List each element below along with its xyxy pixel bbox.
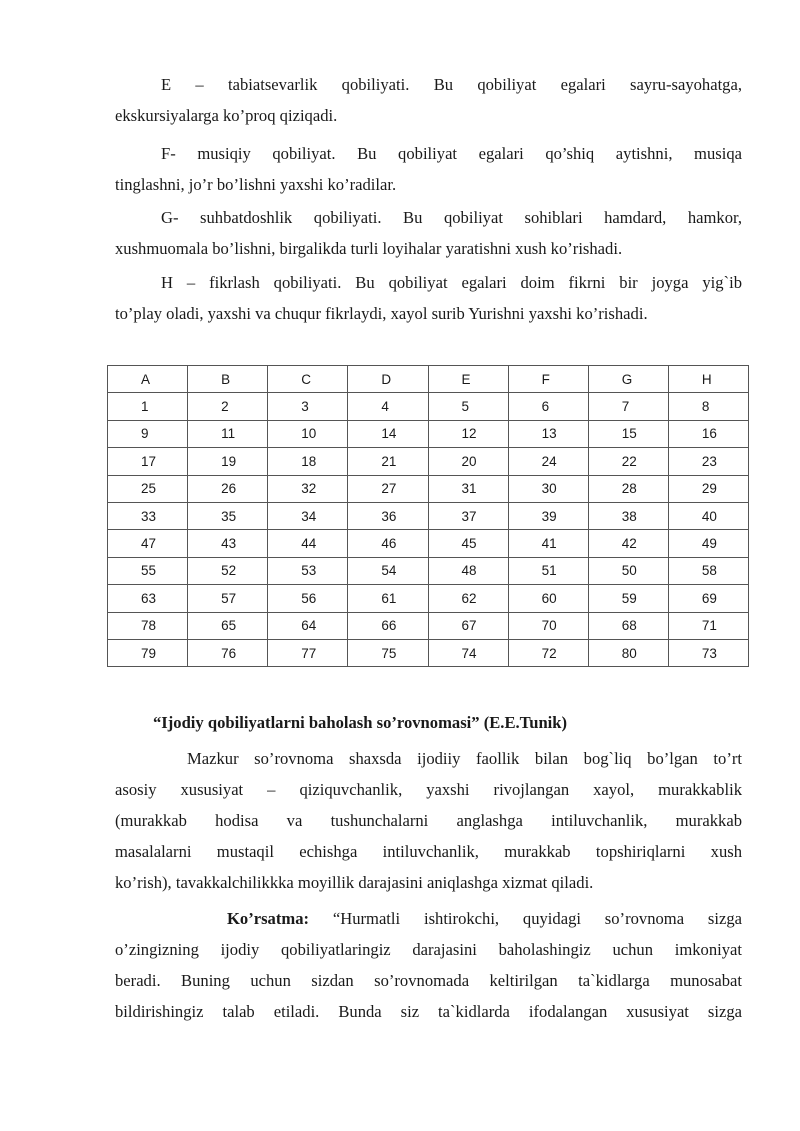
instruction-first-line: “Hurmatli ishtirokchi, quyidagi so’rovnoma sizga: [332, 909, 742, 928]
table-cell: 22: [588, 448, 668, 475]
table-cell: 64: [268, 612, 348, 639]
table-row: [108, 502, 749, 529]
table-row: [108, 420, 749, 447]
table-cell: 79: [108, 639, 188, 666]
instruction-paragraph: [115, 903, 742, 1027]
table-cell: 18: [268, 448, 348, 475]
table-cell: 39: [508, 502, 588, 529]
table-cell: 37: [428, 502, 508, 529]
table-header-cell: E: [428, 366, 508, 393]
paragraph-f: [115, 138, 742, 200]
table-cell: 44: [268, 530, 348, 557]
table-cell: 15: [588, 420, 668, 447]
table-cell: 68: [588, 612, 668, 639]
table-cell: 51: [508, 557, 588, 584]
table-cell: 47: [108, 530, 188, 557]
table-cell: 7: [588, 393, 668, 420]
paragraph-e-line-1: E – tabiatsevarlik qobiliyati. Bu qobiliyat egalari sayru-sayohatga,: [161, 75, 742, 94]
table-cell: 45: [428, 530, 508, 557]
paragraph-e: [115, 69, 742, 131]
table-cell: 53: [268, 557, 348, 584]
table-row: [108, 448, 749, 475]
table-cell: 69: [668, 585, 748, 612]
table-cell: 3: [268, 393, 348, 420]
table-cell: 52: [188, 557, 268, 584]
section-title: “Ijodiy qobiliyatlarni baholash so’rovnomasi” (E.E.Tunik): [153, 713, 568, 732]
instruction-line-2: o’zingizning ijodiy qobiliyatlaringiz darajasini baholashingiz uchun imkoniyat: [115, 940, 742, 959]
table-header-cell: C: [268, 366, 348, 393]
paragraph-f-line-1: F- musiqiy qobiliyat. Bu qobiliyat egalari qo’shiq aytishni, musiqa: [161, 144, 742, 163]
table-cell: 74: [428, 639, 508, 666]
description-line-4: masalalarni mustaqil echishga intiluvchanlik, murakkab topshiriqlarni xush: [115, 842, 742, 861]
table-cell: 26: [188, 475, 268, 502]
table-cell: 29: [668, 475, 748, 502]
table-cell: 31: [428, 475, 508, 502]
paragraph-g-line-1: G- suhbatdoshlik qobiliyati. Bu qobiliyat sohiblari hamdard, hamkor,: [161, 208, 742, 227]
table-header-cell: H: [668, 366, 748, 393]
table-cell: 59: [588, 585, 668, 612]
table-cell: 30: [508, 475, 588, 502]
table-cell: 38: [588, 502, 668, 529]
table-cell: 23: [668, 448, 748, 475]
table-cell: 33: [108, 502, 188, 529]
table-cell: 54: [348, 557, 428, 584]
description-line-2: asosiy xususiyat – qiziquvchanlik, yaxshi rivojlangan xayol, murakkablik: [115, 780, 742, 799]
table-cell: 40: [668, 502, 748, 529]
table-cell: 58: [668, 557, 748, 584]
paragraph-f-line-2: tinglashni, jo’r bo’lishni yaxshi ko’radilar.: [115, 175, 397, 194]
table-cell: 50: [588, 557, 668, 584]
table-cell: 5: [428, 393, 508, 420]
table-row: [108, 585, 749, 612]
paragraph-h-line-1: H – fikrlash qobiliyati. Bu qobiliyat egalari doim fikrni bir joyga yig`ib: [161, 273, 742, 292]
table-cell: 76: [188, 639, 268, 666]
instruction-line-1: [115, 903, 742, 934]
score-table: [107, 365, 749, 667]
description-line-3: (murakkab hodisa va tushunchalarni anglashga intiluvchanlik, murakkab: [115, 811, 742, 830]
table-cell: 80: [588, 639, 668, 666]
table-cell: 67: [428, 612, 508, 639]
table-row: [108, 557, 749, 584]
instruction-line-3: beradi. Buning uchun sizdan so’rovnomada keltirilgan ta`kidlarga munosabat: [115, 971, 742, 990]
table-cell: 41: [508, 530, 588, 557]
table-cell: 19: [188, 448, 268, 475]
table-header-row: [108, 366, 749, 393]
description-paragraph: [115, 743, 742, 898]
paragraph-e-line-2: ekskursiyalarga ko’proq qiziqadi.: [115, 106, 338, 125]
table-cell: 60: [508, 585, 588, 612]
table-cell: 73: [668, 639, 748, 666]
paragraph-g-line-2: xushmuomala bo’lishni, birgalikda turli loyihalar yaratishni xush ko’rishadi.: [115, 239, 623, 258]
table-row: [108, 530, 749, 557]
table-row: [108, 393, 749, 420]
table-cell: 11: [188, 420, 268, 447]
table-cell: 72: [508, 639, 588, 666]
table-cell: 12: [428, 420, 508, 447]
table-cell: 17: [108, 448, 188, 475]
table-cell: 48: [428, 557, 508, 584]
table-cell: 24: [508, 448, 588, 475]
table-header-cell: A: [108, 366, 188, 393]
score-table-body: [108, 366, 749, 667]
table-cell: 28: [588, 475, 668, 502]
table-cell: 61: [348, 585, 428, 612]
table-cell: 34: [268, 502, 348, 529]
table-row: [108, 475, 749, 502]
paragraph-g: [115, 202, 742, 264]
table-cell: 21: [348, 448, 428, 475]
table-cell: 77: [268, 639, 348, 666]
table-row: [108, 612, 749, 639]
description-line-1: Mazkur so’rovnoma shaxsda ijodiiy faollik bilan bog`liq bo’lgan to’rt: [187, 749, 742, 768]
table-cell: 55: [108, 557, 188, 584]
table-header-cell: G: [588, 366, 668, 393]
description-line-5: ko’rish), tavakkalchilikkka moyillik darajasini aniqlashga xizmat qiladi.: [115, 873, 594, 892]
instruction-line-4: bildirishingiz talab etiladi. Bunda siz ta`kidlarda ifodalangan xususiyat sizga: [115, 1002, 742, 1021]
table-cell: 49: [668, 530, 748, 557]
table-cell: 16: [668, 420, 748, 447]
table-cell: 63: [108, 585, 188, 612]
table-cell: 70: [508, 612, 588, 639]
table-cell: 65: [188, 612, 268, 639]
table-cell: 42: [588, 530, 668, 557]
table-cell: 36: [348, 502, 428, 529]
table-cell: 27: [348, 475, 428, 502]
table-header-cell: F: [508, 366, 588, 393]
table-cell: 9: [108, 420, 188, 447]
table-cell: 10: [268, 420, 348, 447]
table-cell: 6: [508, 393, 588, 420]
table-cell: 66: [348, 612, 428, 639]
table-cell: 75: [348, 639, 428, 666]
table-cell: 62: [428, 585, 508, 612]
table-header-cell: D: [348, 366, 428, 393]
table-cell: 35: [188, 502, 268, 529]
paragraph-h-line-2: to’play oladi, yaxshi va chuqur fikrlaydi, xayol surib Yurishni yaxshi ko’rishadi.: [115, 304, 648, 323]
table-cell: 25: [108, 475, 188, 502]
table-cell: 20: [428, 448, 508, 475]
table-row: [108, 639, 749, 666]
table-cell: 71: [668, 612, 748, 639]
table-cell: 32: [268, 475, 348, 502]
table-cell: 14: [348, 420, 428, 447]
table-cell: 1: [108, 393, 188, 420]
table-cell: 56: [268, 585, 348, 612]
table-cell: 4: [348, 393, 428, 420]
table-cell: 43: [188, 530, 268, 557]
table-cell: 8: [668, 393, 748, 420]
table-cell: 78: [108, 612, 188, 639]
table-cell: 46: [348, 530, 428, 557]
table-cell: 13: [508, 420, 588, 447]
table-header-cell: B: [188, 366, 268, 393]
table-cell: 57: [188, 585, 268, 612]
paragraph-h: [115, 267, 742, 329]
instruction-label: Ko’rsatma:: [227, 909, 310, 928]
table-cell: 2: [188, 393, 268, 420]
